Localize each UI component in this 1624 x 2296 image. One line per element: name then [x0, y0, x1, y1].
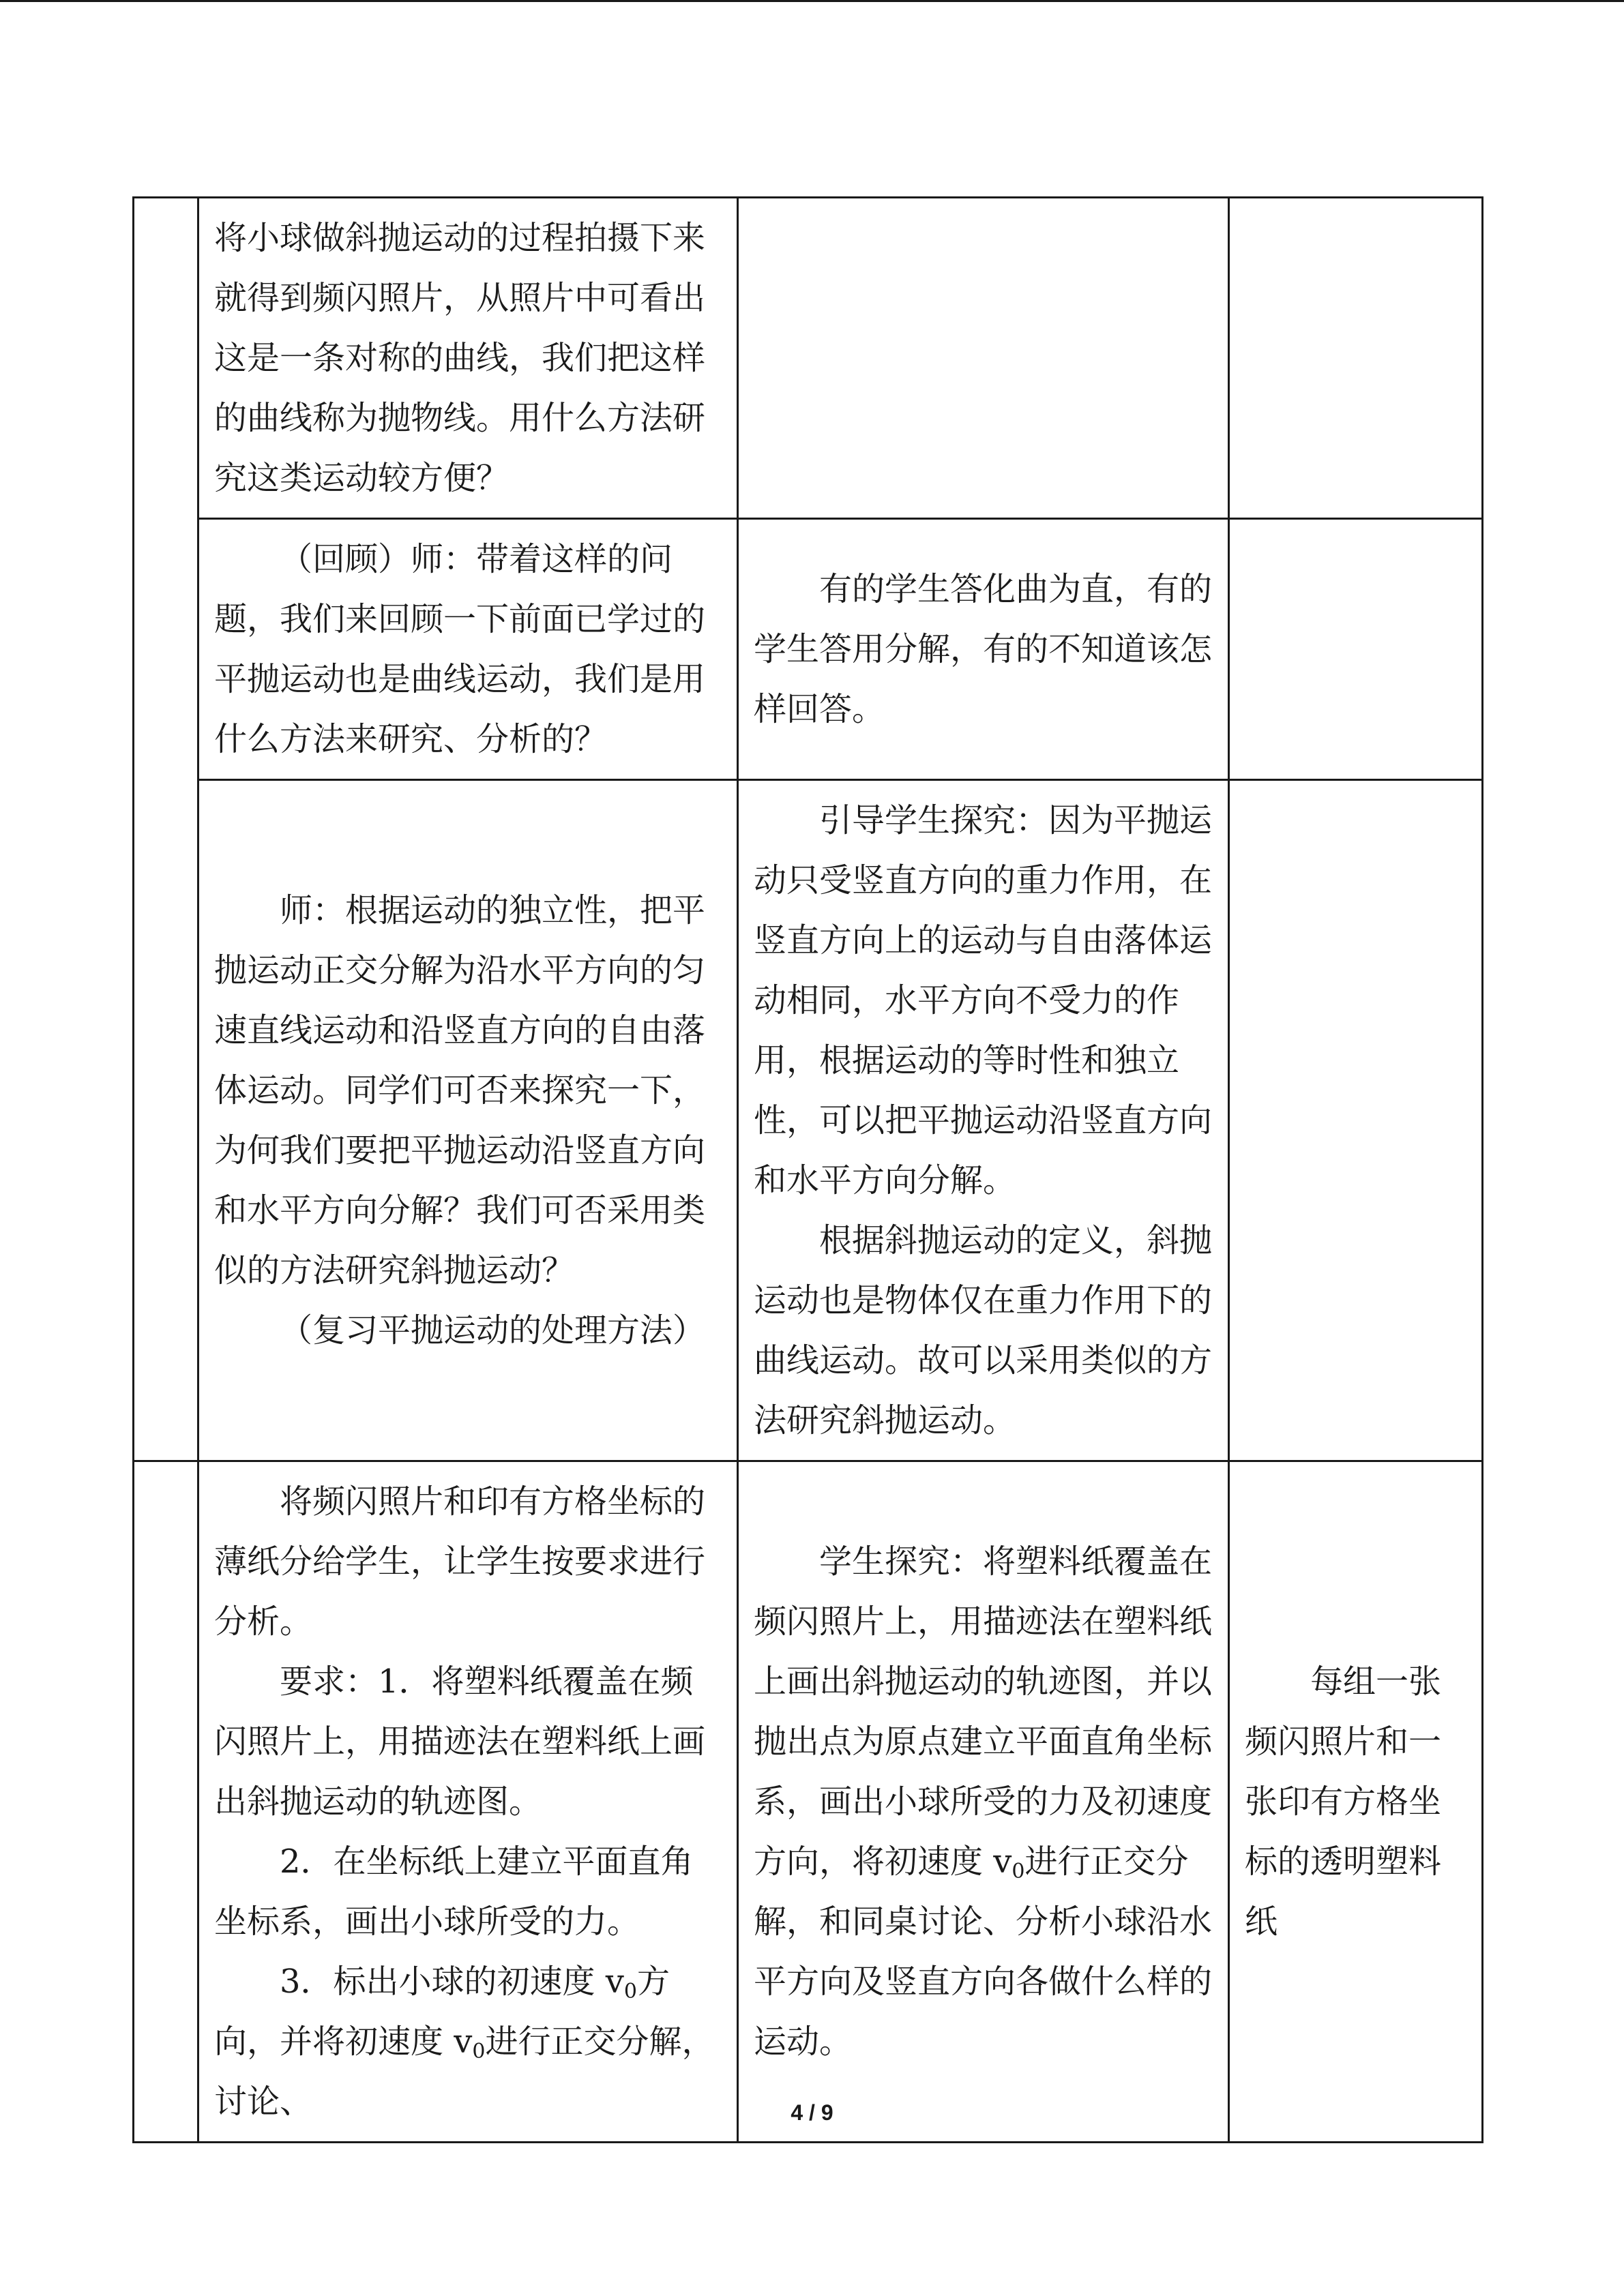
stage-cell	[134, 198, 198, 1461]
student-text: 引导学生探究：因为平抛运动只受竖直方向的重力作用，在竖直方向上的运动与自由落体运动相同，水平方向不受力的作用，根据运动的等时性和独立性，可以把平抛运动沿竖直方向和水平方向分解。	[754, 801, 1213, 1199]
teacher-activity-cell	[198, 198, 738, 519]
subscript-zero: 0	[623, 1980, 638, 2003]
teacher-v0-text-c: 进行正交分解，讨论、	[214, 2023, 715, 2121]
teacher-text: 将频闪照片和印有方格坐标的薄纸分给学生，让学生按要求进行分析。	[214, 1482, 706, 1641]
table-row	[134, 1461, 1483, 2143]
student-v0-text-b: 进行正交分解，和同桌讨论、分析小球沿水平方向及竖直方向各做什么样的运动。	[754, 1843, 1213, 2061]
student-text	[754, 1532, 1213, 2072]
teacher-text: 将小球做斜抛运动的过程拍摄下来就得到频闪照片，从照片中可看出这是一条对称的曲线，我们把这样的曲线称为抛物线。用什么方法研究这类运动较方便？	[214, 219, 706, 497]
material-cell	[1229, 519, 1483, 780]
material-text: 每组一张频闪照片和一张印有方格坐标的透明塑料纸	[1245, 1663, 1442, 1941]
teacher-activity-cell	[198, 1461, 738, 2143]
subscript-zero: 0	[472, 2040, 486, 2063]
teacher-v0-text-a: 3．标出小球的初速度 v	[280, 1963, 624, 2001]
subscript-zero: 0	[1012, 1860, 1025, 1883]
page-top-border	[0, 0, 1624, 2]
student-text: 有的学生答化曲为直，有的学生答用分解，有的不知道该怎样回答。	[754, 570, 1213, 728]
student-v0-text-a: 学生探究：将塑料纸覆盖在频闪照片上，用描迹法在塑料纸上画出斜抛运动的轨迹图，并以抛出点为原点建立平面直角坐标系，画出小球所受的力及初速度方向，将初速度 v	[754, 1542, 1213, 1881]
material-cell	[1229, 1461, 1483, 2143]
stage-cell	[134, 1461, 198, 2143]
material-cell	[1229, 780, 1483, 1461]
teacher-requirement: 要求：1．将塑料纸覆盖在频闪照片上，用描迹法在塑料纸上画出斜抛运动的轨迹图。	[214, 1663, 706, 1821]
page-number: 4 / 9	[791, 2100, 833, 2125]
student-activity-cell	[738, 780, 1229, 1461]
student-activity-cell	[738, 198, 1229, 519]
table-row	[134, 198, 1483, 519]
teacher-text: 师：根据运动的独立性，把平抛运动正交分解为沿水平方向的匀速直线运动和沿竖直方向的自由落体运动。同学们可否来探究一下，为何我们要把平抛运动沿竖直方向和水平方向分解？我们可否采用类似的方法研究斜抛运动？	[214, 891, 706, 1289]
teacher-v0-text-b: 方向，并将初速度 v	[214, 1963, 670, 2061]
teacher-activity-cell	[198, 519, 738, 780]
student-activity-cell	[738, 1461, 1229, 2143]
table-row	[134, 780, 1483, 1461]
student-text: 根据斜抛运动的定义，斜抛运动也是物体仅在重力作用下的曲线运动。故可以采用类似的方法研究斜抛运动。	[754, 1221, 1213, 1440]
teacher-note: （复习平抛运动的处理方法）	[280, 1311, 706, 1350]
student-activity-cell	[738, 519, 1229, 780]
table-row	[134, 519, 1483, 780]
material-cell	[1229, 198, 1483, 519]
teacher-requirement: 2．在坐标纸上建立平面直角坐标系，画出小球所受的力。	[214, 1843, 694, 1941]
teacher-activity-cell	[198, 780, 738, 1461]
lesson-table	[132, 196, 1483, 2143]
teacher-text: （回顾）师：带着这样的问题，我们来回顾一下前面已学过的平抛运动也是曲线运动，我们是用什么方法来研究、分析的？	[214, 540, 706, 758]
